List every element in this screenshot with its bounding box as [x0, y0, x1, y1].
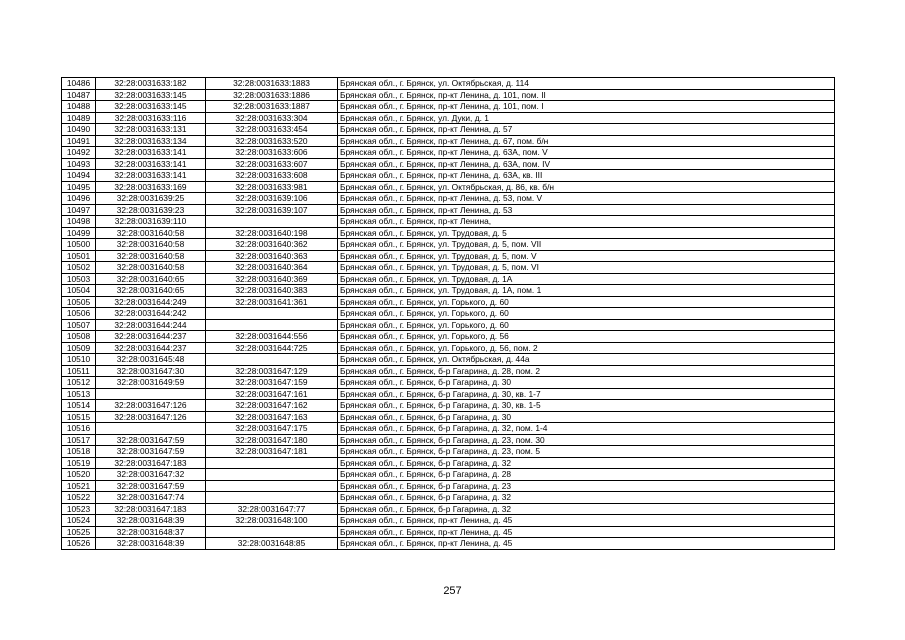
address-cell: Брянская обл., г. Брянск, пр-кт Ленина, д. 67, пом. б/н — [338, 135, 835, 147]
land-cadastral-cell: 32:28:0031633:169 — [96, 181, 206, 193]
land-cadastral-cell: 32:28:0031644:244 — [96, 319, 206, 331]
table-row — [62, 400, 835, 412]
land-cadastral-cell: 32:28:0031633:134 — [96, 135, 206, 147]
table-row — [62, 262, 835, 274]
address-cell: Брянская обл., г. Брянск, ул. Горького, д. 56, пом. 2 — [338, 342, 835, 354]
building-cadastral-cell: 32:28:0031640:363 — [206, 250, 338, 262]
table-row — [62, 526, 835, 538]
building-cadastral-cell: 32:28:0031644:556 — [206, 331, 338, 343]
row-number-cell: 10505 — [62, 296, 96, 308]
land-cadastral-cell: 32:28:0031639:25 — [96, 193, 206, 205]
land-cadastral-cell: 32:28:0031647:59 — [96, 446, 206, 458]
address-cell: Брянская обл., г. Брянск, ул. Горького, д. 60 — [338, 319, 835, 331]
building-cadastral-cell: 32:28:0031647:77 — [206, 503, 338, 515]
row-number-cell: 10521 — [62, 480, 96, 492]
building-cadastral-cell: 32:28:0031633:606 — [206, 147, 338, 159]
row-number-cell: 10513 — [62, 388, 96, 400]
building-cadastral-cell: 32:28:0031648:100 — [206, 515, 338, 527]
table-row — [62, 101, 835, 113]
land-cadastral-cell: 32:28:0031644:249 — [96, 296, 206, 308]
row-number-cell: 10491 — [62, 135, 96, 147]
land-cadastral-cell: 32:28:0031647:74 — [96, 492, 206, 504]
land-cadastral-cell: 32:28:0031647:183 — [96, 457, 206, 469]
address-cell: Брянская обл., г. Брянск, пр-кт Ленина, д. 45 — [338, 526, 835, 538]
building-cadastral-cell: 32:28:0031639:107 — [206, 204, 338, 216]
table-row — [62, 227, 835, 239]
building-cadastral-cell — [206, 457, 338, 469]
land-cadastral-cell: 32:28:0031648:39 — [96, 515, 206, 527]
building-cadastral-cell: 32:28:0031633:608 — [206, 170, 338, 182]
row-number-cell: 10503 — [62, 273, 96, 285]
address-cell: Брянская обл., г. Брянск, ул. Горького, д. 56 — [338, 331, 835, 343]
address-cell: Брянская обл., г. Брянск, ул. Трудовая, д. 1А, пом. 1 — [338, 285, 835, 297]
building-cadastral-cell: 32:28:0031648:85 — [206, 538, 338, 550]
table-row — [62, 480, 835, 492]
address-cell: Брянская обл., г. Брянск, б-р Гагарина, д. 32 — [338, 492, 835, 504]
address-cell: Брянская обл., г. Брянск, б-р Гагарина, д. 28 — [338, 469, 835, 481]
table-row — [62, 423, 835, 435]
property-table-body — [62, 78, 835, 550]
row-number-cell: 10514 — [62, 400, 96, 412]
address-cell: Брянская обл., г. Брянск, ул. Трудовая, д. 5, пом. VII — [338, 239, 835, 251]
table-row — [62, 331, 835, 343]
table-row — [62, 158, 835, 170]
table-row — [62, 124, 835, 136]
address-cell: Брянская обл., г. Брянск, б-р Гагарина, д. 23, пом. 30 — [338, 434, 835, 446]
row-number-cell: 10496 — [62, 193, 96, 205]
building-cadastral-cell: 32:28:0031647:175 — [206, 423, 338, 435]
land-cadastral-cell: 32:28:0031640:58 — [96, 250, 206, 262]
address-cell: Брянская обл., г. Брянск, ул. Октябрьская, д. 114 — [338, 78, 835, 90]
building-cadastral-cell: 32:28:0031633:607 — [206, 158, 338, 170]
building-cadastral-cell: 32:28:0031633:981 — [206, 181, 338, 193]
address-cell: Брянская обл., г. Брянск, пр-кт Ленина, д. 57 — [338, 124, 835, 136]
building-cadastral-cell — [206, 469, 338, 481]
land-cadastral-cell: 32:28:0031645:48 — [96, 354, 206, 366]
building-cadastral-cell — [206, 354, 338, 366]
land-cadastral-cell: 32:28:0031647:32 — [96, 469, 206, 481]
address-cell: Брянская обл., г. Брянск, ул. Горького, д. 60 — [338, 308, 835, 320]
address-cell: Брянская обл., г. Брянск, ул. Трудовая, д. 5, пом. V — [338, 250, 835, 262]
address-cell: Брянская обл., г. Брянск, б-р Гагарина, д. 32, пом. 1-4 — [338, 423, 835, 435]
table-row — [62, 411, 835, 423]
table-row — [62, 135, 835, 147]
building-cadastral-cell: 32:28:0031633:304 — [206, 112, 338, 124]
table-row — [62, 112, 835, 124]
building-cadastral-cell: 32:28:0031640:364 — [206, 262, 338, 274]
table-row — [62, 538, 835, 550]
table-row — [62, 319, 835, 331]
building-cadastral-cell: 32:28:0031641:361 — [206, 296, 338, 308]
row-number-cell: 10498 — [62, 216, 96, 228]
row-number-cell: 10515 — [62, 411, 96, 423]
address-cell: Брянская обл., г. Брянск, пр-кт Ленина, — [338, 216, 835, 228]
building-cadastral-cell — [206, 526, 338, 538]
land-cadastral-cell: 32:28:0031633:131 — [96, 124, 206, 136]
row-number-cell: 10511 — [62, 365, 96, 377]
address-cell: Брянская обл., г. Брянск, б-р Гагарина, д. 23, пом. 5 — [338, 446, 835, 458]
row-number-cell: 10488 — [62, 101, 96, 113]
table-row — [62, 273, 835, 285]
row-number-cell: 10504 — [62, 285, 96, 297]
building-cadastral-cell: 32:28:0031640:369 — [206, 273, 338, 285]
row-number-cell: 10512 — [62, 377, 96, 389]
building-cadastral-cell — [206, 216, 338, 228]
land-cadastral-cell: 32:28:0031633:141 — [96, 147, 206, 159]
table-row — [62, 204, 835, 216]
page-number: 257 — [443, 585, 462, 597]
row-number-cell: 10516 — [62, 423, 96, 435]
table-row — [62, 89, 835, 101]
building-cadastral-cell: 32:28:0031633:454 — [206, 124, 338, 136]
table-row — [62, 434, 835, 446]
address-cell: Брянская обл., г. Брянск, пр-кт Ленина, д. 45 — [338, 538, 835, 550]
property-table — [61, 77, 835, 550]
row-number-cell: 10489 — [62, 112, 96, 124]
table-row — [62, 446, 835, 458]
row-number-cell: 10487 — [62, 89, 96, 101]
address-cell: Брянская обл., г. Брянск, пр-кт Ленина, д. 101, пом. II — [338, 89, 835, 101]
row-number-cell: 10499 — [62, 227, 96, 239]
address-cell: Брянская обл., г. Брянск, б-р Гагарина, д. 30, кв. 1-7 — [338, 388, 835, 400]
land-cadastral-cell — [96, 388, 206, 400]
building-cadastral-cell: 32:28:0031647:129 — [206, 365, 338, 377]
building-cadastral-cell: 32:28:0031647:161 — [206, 388, 338, 400]
address-cell: Брянская обл., г. Брянск, б-р Гагарина, д. 30 — [338, 377, 835, 389]
address-cell: Брянская обл., г. Брянск, б-р Гагарина, д. 23 — [338, 480, 835, 492]
address-cell: Брянская обл., г. Брянск, пр-кт Ленина, д. 53, пом. V — [338, 193, 835, 205]
address-cell: Брянская обл., г. Брянск, пр-кт Ленина, д. 63А, пом. IV — [338, 158, 835, 170]
table-row — [62, 216, 835, 228]
table-row — [62, 285, 835, 297]
address-cell: Брянская обл., г. Брянск, пр-кт Ленина, д. 63А, пом. V — [338, 147, 835, 159]
land-cadastral-cell: 32:28:0031633:145 — [96, 89, 206, 101]
building-cadastral-cell: 32:28:0031640:198 — [206, 227, 338, 239]
building-cadastral-cell: 32:28:0031647:181 — [206, 446, 338, 458]
building-cadastral-cell: 32:28:0031633:1887 — [206, 101, 338, 113]
row-number-cell: 10518 — [62, 446, 96, 458]
row-number-cell: 10486 — [62, 78, 96, 90]
land-cadastral-cell: 32:28:0031648:37 — [96, 526, 206, 538]
land-cadastral-cell: 32:28:0031640:58 — [96, 239, 206, 251]
land-cadastral-cell: 32:28:0031633:116 — [96, 112, 206, 124]
land-cadastral-cell: 32:28:0031633:141 — [96, 170, 206, 182]
address-cell: Брянская обл., г. Брянск, пр-кт Ленина, д. 101, пом. I — [338, 101, 835, 113]
land-cadastral-cell: 32:28:0031639:23 — [96, 204, 206, 216]
land-cadastral-cell: 32:28:0031647:59 — [96, 434, 206, 446]
table-row — [62, 388, 835, 400]
land-cadastral-cell: 32:28:0031633:141 — [96, 158, 206, 170]
table-row — [62, 503, 835, 515]
row-number-cell: 10523 — [62, 503, 96, 515]
land-cadastral-cell: 32:28:0031647:30 — [96, 365, 206, 377]
land-cadastral-cell: 32:28:0031644:237 — [96, 342, 206, 354]
address-cell: Брянская обл., г. Брянск, ул. Трудовая, д. 1А — [338, 273, 835, 285]
land-cadastral-cell: 32:28:0031633:182 — [96, 78, 206, 90]
row-number-cell: 10501 — [62, 250, 96, 262]
building-cadastral-cell — [206, 319, 338, 331]
table-row — [62, 365, 835, 377]
row-number-cell: 10490 — [62, 124, 96, 136]
address-cell: Брянская обл., г. Брянск, б-р Гагарина, д. 32 — [338, 503, 835, 515]
address-cell: Брянская обл., г. Брянск, б-р Гагарина, д. 30 — [338, 411, 835, 423]
row-number-cell: 10495 — [62, 181, 96, 193]
row-number-cell: 10522 — [62, 492, 96, 504]
land-cadastral-cell: 32:28:0031644:242 — [96, 308, 206, 320]
land-cadastral-cell: 32:28:0031640:65 — [96, 285, 206, 297]
building-cadastral-cell — [206, 308, 338, 320]
row-number-cell: 10517 — [62, 434, 96, 446]
address-cell: Брянская обл., г. Брянск, б-р Гагарина, д. 28, пом. 2 — [338, 365, 835, 377]
table-row — [62, 296, 835, 308]
row-number-cell: 10494 — [62, 170, 96, 182]
building-cadastral-cell: 32:28:0031647:163 — [206, 411, 338, 423]
building-cadastral-cell: 32:28:0031640:383 — [206, 285, 338, 297]
table-row — [62, 469, 835, 481]
table-row — [62, 250, 835, 262]
building-cadastral-cell: 32:28:0031633:1883 — [206, 78, 338, 90]
building-cadastral-cell: 32:28:0031633:1886 — [206, 89, 338, 101]
address-cell: Брянская обл., г. Брянск, ул. Октябрьская, д. 44а — [338, 354, 835, 366]
land-cadastral-cell: 32:28:0031640:58 — [96, 262, 206, 274]
address-cell: Брянская обл., г. Брянск, пр-кт Ленина, д. 53 — [338, 204, 835, 216]
table-row — [62, 239, 835, 251]
land-cadastral-cell: 32:28:0031647:126 — [96, 411, 206, 423]
building-cadastral-cell — [206, 492, 338, 504]
building-cadastral-cell: 32:28:0031644:725 — [206, 342, 338, 354]
row-number-cell: 10519 — [62, 457, 96, 469]
table-row — [62, 492, 835, 504]
row-number-cell: 10497 — [62, 204, 96, 216]
address-cell: Брянская обл., г. Брянск, б-р Гагарина, д. 32 — [338, 457, 835, 469]
land-cadastral-cell — [96, 423, 206, 435]
address-cell: Брянская обл., г. Брянск, ул. Трудовая, д. 5, пом. VI — [338, 262, 835, 274]
land-cadastral-cell: 32:28:0031648:39 — [96, 538, 206, 550]
row-number-cell: 10525 — [62, 526, 96, 538]
land-cadastral-cell: 32:28:0031640:65 — [96, 273, 206, 285]
row-number-cell: 10500 — [62, 239, 96, 251]
table-row — [62, 170, 835, 182]
table-row — [62, 147, 835, 159]
row-number-cell: 10520 — [62, 469, 96, 481]
address-cell: Брянская обл., г. Брянск, пр-кт Ленина, д. 45 — [338, 515, 835, 527]
land-cadastral-cell: 32:28:0031647:183 — [96, 503, 206, 515]
building-cadastral-cell: 32:28:0031647:159 — [206, 377, 338, 389]
row-number-cell: 10502 — [62, 262, 96, 274]
building-cadastral-cell: 32:28:0031639:106 — [206, 193, 338, 205]
building-cadastral-cell: 32:28:0031633:520 — [206, 135, 338, 147]
land-cadastral-cell: 32:28:0031647:126 — [96, 400, 206, 412]
row-number-cell: 10508 — [62, 331, 96, 343]
table-row — [62, 78, 835, 90]
address-cell: Брянская обл., г. Брянск, ул. Трудовая, д. 5 — [338, 227, 835, 239]
row-number-cell: 10506 — [62, 308, 96, 320]
address-cell: Брянская обл., г. Брянск, ул. Дуки, д. 1 — [338, 112, 835, 124]
row-number-cell: 10524 — [62, 515, 96, 527]
row-number-cell: 10526 — [62, 538, 96, 550]
row-number-cell: 10493 — [62, 158, 96, 170]
table-row — [62, 354, 835, 366]
address-cell: Брянская обл., г. Брянск, ул. Горького, д. 60 — [338, 296, 835, 308]
table-row — [62, 193, 835, 205]
row-number-cell: 10509 — [62, 342, 96, 354]
land-cadastral-cell: 32:28:0031639:110 — [96, 216, 206, 228]
row-number-cell: 10507 — [62, 319, 96, 331]
table-row — [62, 457, 835, 469]
land-cadastral-cell: 32:28:0031644:237 — [96, 331, 206, 343]
building-cadastral-cell — [206, 480, 338, 492]
table-row — [62, 308, 835, 320]
building-cadastral-cell: 32:28:0031647:162 — [206, 400, 338, 412]
table-row — [62, 342, 835, 354]
land-cadastral-cell: 32:28:0031647:59 — [96, 480, 206, 492]
building-cadastral-cell: 32:28:0031640:362 — [206, 239, 338, 251]
address-cell: Брянская обл., г. Брянск, б-р Гагарина, д. 30, кв. 1-5 — [338, 400, 835, 412]
land-cadastral-cell: 32:28:0031633:145 — [96, 101, 206, 113]
address-cell: Брянская обл., г. Брянск, ул. Октябрьская, д. 86, кв. б/н — [338, 181, 835, 193]
table-row — [62, 377, 835, 389]
building-cadastral-cell: 32:28:0031647:180 — [206, 434, 338, 446]
table-row — [62, 515, 835, 527]
table-row — [62, 181, 835, 193]
land-cadastral-cell: 32:28:0031649:59 — [96, 377, 206, 389]
row-number-cell: 10492 — [62, 147, 96, 159]
land-cadastral-cell: 32:28:0031640:58 — [96, 227, 206, 239]
address-cell: Брянская обл., г. Брянск, пр-кт Ленина, д. 63А, кв. III — [338, 170, 835, 182]
row-number-cell: 10510 — [62, 354, 96, 366]
